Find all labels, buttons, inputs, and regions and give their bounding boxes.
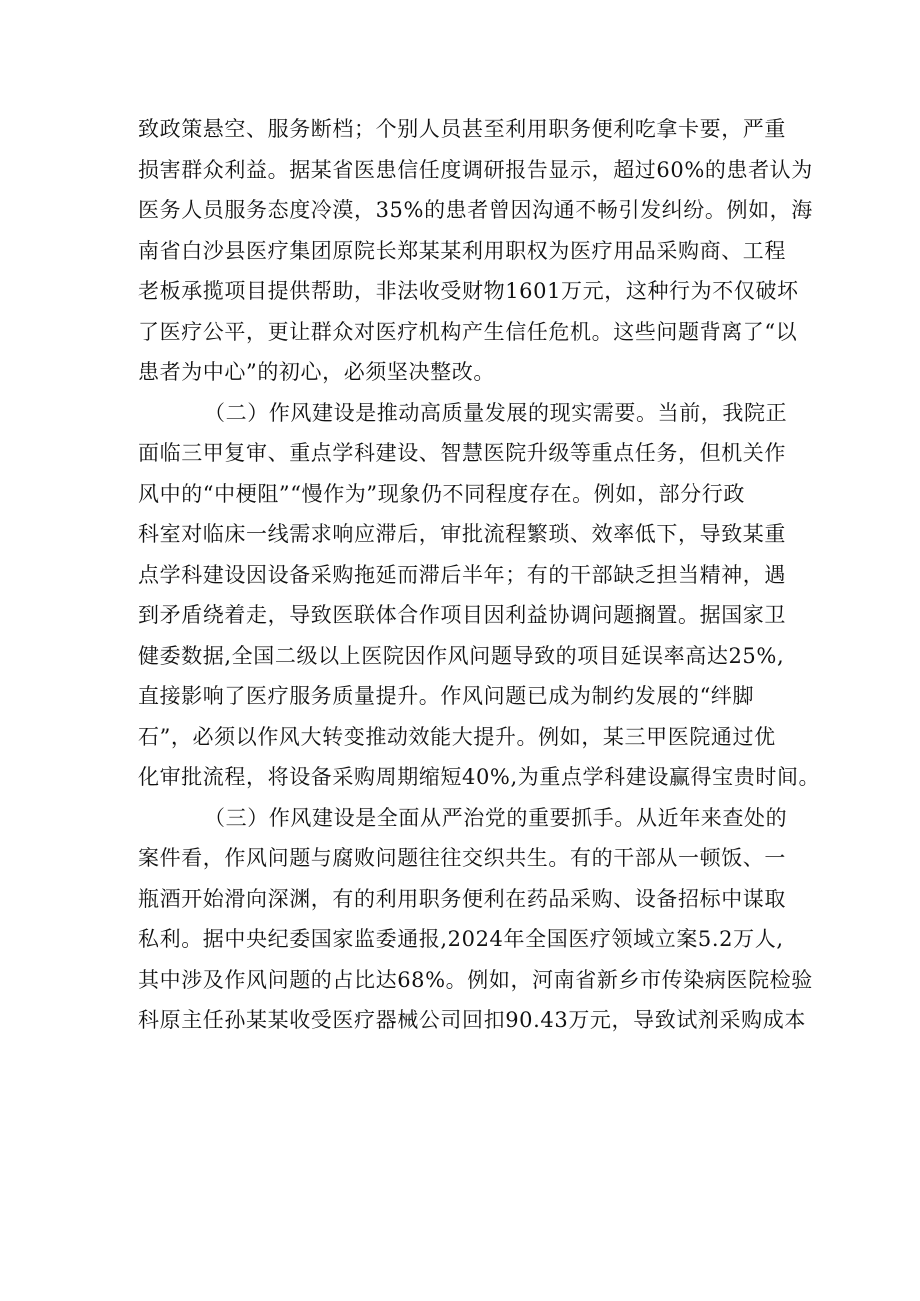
text-line: 面临三甲复审、重点学科建设、智慧医院升级等重点任务，但机关作 xyxy=(138,441,786,465)
text-line: 致政策悬空、服务断档；个别人员甚至利用职务便利吃拿卡要，严重 xyxy=(138,117,786,141)
text-line: 南省白沙县医疗集团原院长郑某某利用职权为医疗用品采购商、工程 xyxy=(138,238,786,263)
text-line: 私利。据中央纪委国家监委通报,2024年全国医疗领域立案5.2万人, xyxy=(138,927,784,951)
text-line: 风中的“中梗阻”“慢作为”现象仍不同程度存在。例如，部分行政 xyxy=(138,481,745,506)
text-line: 损害群众利益。据某省医患信任度调研报告显示，超过60%的患者认为 xyxy=(138,157,813,182)
text-line: 瓶酒开始滑向深渊，有的利用职务便利在药品采购、设备招标中谋取 xyxy=(138,886,786,911)
text-line: 直接影响了医疗服务质量提升。作风问题已成为制约发展的“绊脚 xyxy=(138,684,755,708)
text-line: 老板承揽项目提供帮助，非法收受财物1601万元，这种行为不仅破坏 xyxy=(138,279,799,303)
text-line: 健委数据,全国二级以上医院因作风问题导致的项目延误率高达25%, xyxy=(138,643,785,668)
text-line: 点学科建设因设备采购拖延而滞后半年；有的干部缺乏担当精神，遇 xyxy=(138,562,786,587)
text-line: 科原主任孙某某收受医疗器械公司回扣90.43万元，导致试剂采购成本 xyxy=(138,1008,806,1032)
body-text xyxy=(138,109,821,1041)
section-heading-three: （三）作风建设是全面从严治党的重要抓手。从近年来查处的 xyxy=(204,805,788,830)
section-heading-two: （二）作风建设是推动高质量发展的现实需要。当前，我院正 xyxy=(204,400,788,425)
text-line: 化审批流程，将设备采购周期缩短40%,为重点学科建设赢得宝贵时间。 xyxy=(138,765,821,789)
text-line: 科室对临床一线需求响应滞后，审批流程繁琐、效率低下，导致某重 xyxy=(138,522,786,546)
text-line: 了医疗公平，更让群众对医疗机构产生信任危机。这些问题背离了“以 xyxy=(138,319,798,344)
text-line: 到矛盾绕着走，导致医联体合作项目因利益协调问题搁置。据国家卫 xyxy=(138,603,786,627)
text-line: 其中涉及作风问题的占比达68%。例如，河南省新乡市传染病医院检验 xyxy=(138,967,813,992)
text-line: 医务人员服务态度冷漠，35%的患者曾因沟通不畅引发纠纷。例如，海 xyxy=(138,198,813,222)
text-line: 患者为中心”的初心，必须坚决整改。 xyxy=(138,360,495,384)
text-line: 石”，必须以作风大转变推动效能大提升。例如，某三甲医院通过优 xyxy=(138,724,776,749)
text-line: 案件看，作风问题与腐败问题往往交织共生。有的干部从一顿饭、一 xyxy=(138,846,786,870)
